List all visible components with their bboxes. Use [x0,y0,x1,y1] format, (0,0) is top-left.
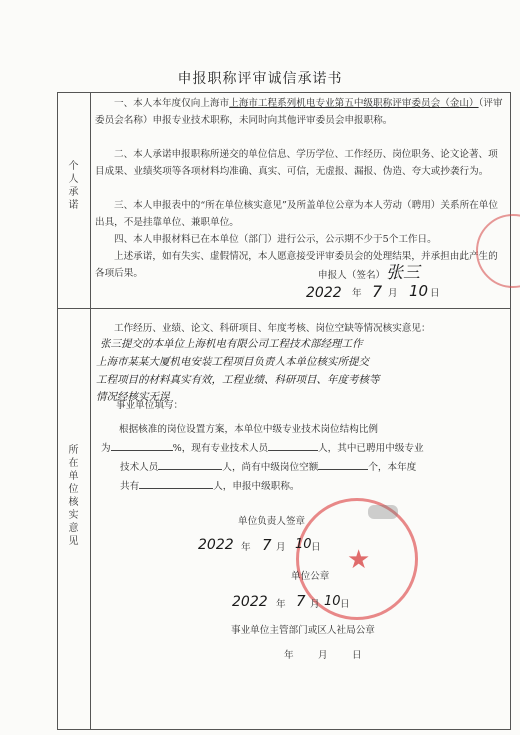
applicant-count-blank[interactable] [139,478,213,489]
mid-level-hired-blank[interactable] [158,459,222,470]
verification-handwriting-line-2: 上海市某某大厦机电安装工程项目负责人本单位核实所提交 [96,356,369,368]
vacancy-blank[interactable] [318,459,368,470]
commitment-paragraph-4: 四、本人申报材料已在本单位（部门）进行公示，公示期不少于5个工作日。 [114,234,437,245]
authority-date-day-unit: 日 [352,650,362,661]
commitment-paragraph-3: 三、本人申报表中的“所在单位核实意见”及所盖单位公章为本人劳动（聘用）关系所在单位出具，不是挂靠单位、兼职单位。 [95,200,498,228]
section-divider [57,308,511,309]
fill-line3-text-b: 人，尚有中级岗位空额 [222,462,319,473]
fill-line4-text-a: 共有 [120,481,140,492]
fill-line4-text-b: 人，申报中级职称。 [213,481,300,492]
head-date-day: 10 [295,537,312,552]
seal-date-year: 2022 [232,594,268,610]
para1-committee: 上海市工程系列机电专业第五中级职称评审委员会 [229,98,441,109]
section2-label-char: 见 [68,536,79,547]
head-date-day-unit: 日 [311,542,321,553]
seal-date-year-unit: 年 [276,599,286,610]
section1-label-char: 个 [68,161,79,172]
applicant-signature: 张三 [386,263,420,283]
label-column-divider [90,92,91,730]
applicant-date-year-unit: 年 [352,288,362,299]
section2-label-char: 在 [68,458,79,469]
para1-district: （金山） [440,98,479,109]
document-title: 申报职称评审诚信承诺书 [177,71,343,87]
fill-line3-text-c: 个，本年度 [368,462,417,473]
head-date-month: 7 [262,536,272,554]
applicant-date-day: 10 [409,282,429,300]
commitment-paragraph-2: 二、本人承诺申报职称所递交的单位信息、学历学位、工作经历、岗位职务、论文论著、项目成果、业绩奖项等各项材料均准确、真实、可信，无虚报、漏报、伪造、夸大或抄袭行为。 [95,149,498,177]
applicant-sign-label: 申报人（签名） [318,270,386,281]
section2-label-char: 实 [68,510,79,521]
applicant-date-year: 2022 [306,285,342,301]
section1-label [57,160,90,212]
section2-label-char: 所 [68,445,79,456]
verification-handwriting-line-1: 张三提交的本单位上海机电有限公司工程技术部经理工作 [100,338,363,350]
seal-date-day-unit: 日 [340,599,350,610]
section2-label-char: 核 [68,497,79,508]
fill-line2-text-b: %，现有专业技术人员 [172,443,269,454]
seal-star-icon: ★ [347,545,371,575]
section2-label-char: 单 [68,471,79,482]
institution-fill-label: 事业单位填写： [116,400,184,411]
head-sign-label: 单位负责人签章 [238,516,306,527]
applicant-date-month: 7 [372,282,383,301]
authority-date-month-unit: 月 [318,650,328,661]
fill-line-2 [101,440,424,457]
ratio-blank[interactable] [111,440,173,451]
seal-label: 单位公章 [291,571,330,582]
seal-date-month: 7 [296,592,306,610]
fill-line-3 [120,459,416,476]
head-date-year-unit: 年 [241,542,251,553]
commitment-paragraph-5: 上述承诺，如有失实、虚假情况，本人愿意接受评审委员会的处理结果，并承担由此产生的各项后果。 [95,251,498,279]
section1-label-char: 人 [68,174,79,185]
seal-date-day: 10 [324,594,341,609]
authority-date-year-unit: 年 [284,650,294,661]
fill-line3-text-a: 技术人员 [120,462,159,473]
section1-label-char: 承 [68,187,79,198]
signature-smudge [368,505,398,519]
verification-intro: 工作经历、业绩、论文、科研项目、年度考核、岗位空缺等情况核实意见： [114,323,431,334]
applicant-date-day-unit: 日 [430,288,440,299]
para1-prefix: 一、本人本年度仅向上海市 [114,98,230,109]
authority-seal-label: 事业单位主管部门或区人社局公章 [231,625,375,636]
applicant-date-month-unit: 月 [388,288,398,299]
fill-line-4 [120,478,300,495]
verification-handwriting-line-3: 工程项目的材料真实有效，工程业绩、科研项目、年度考核等 [96,374,380,386]
staff-count-blank[interactable] [268,440,318,451]
fill-line2-text-a: 为 [101,443,111,454]
head-date-month-unit: 月 [276,542,286,553]
verification-handwriting-line-4: 情况经核实无误 [96,391,170,403]
section2-label-char: 意 [68,523,79,534]
fill-line2-text-c: 人，其中已聘用中级专业 [318,443,424,454]
head-date-year: 2022 [198,537,234,553]
commitment-paragraph-1 [95,95,505,129]
para1-suffix: （评审委员会名称）申报专业技术职称，未同时向其他评审委员会申报职称。 [95,98,503,126]
seal-date-month-unit: 月 [310,599,320,610]
fill-line-1: 根据核准的岗位设置方案，本单位中级专业技术岗位结构比例 [119,424,379,435]
section2-label [57,444,90,548]
section1-label-char: 诺 [68,200,79,211]
section2-label-char: 位 [68,484,79,495]
